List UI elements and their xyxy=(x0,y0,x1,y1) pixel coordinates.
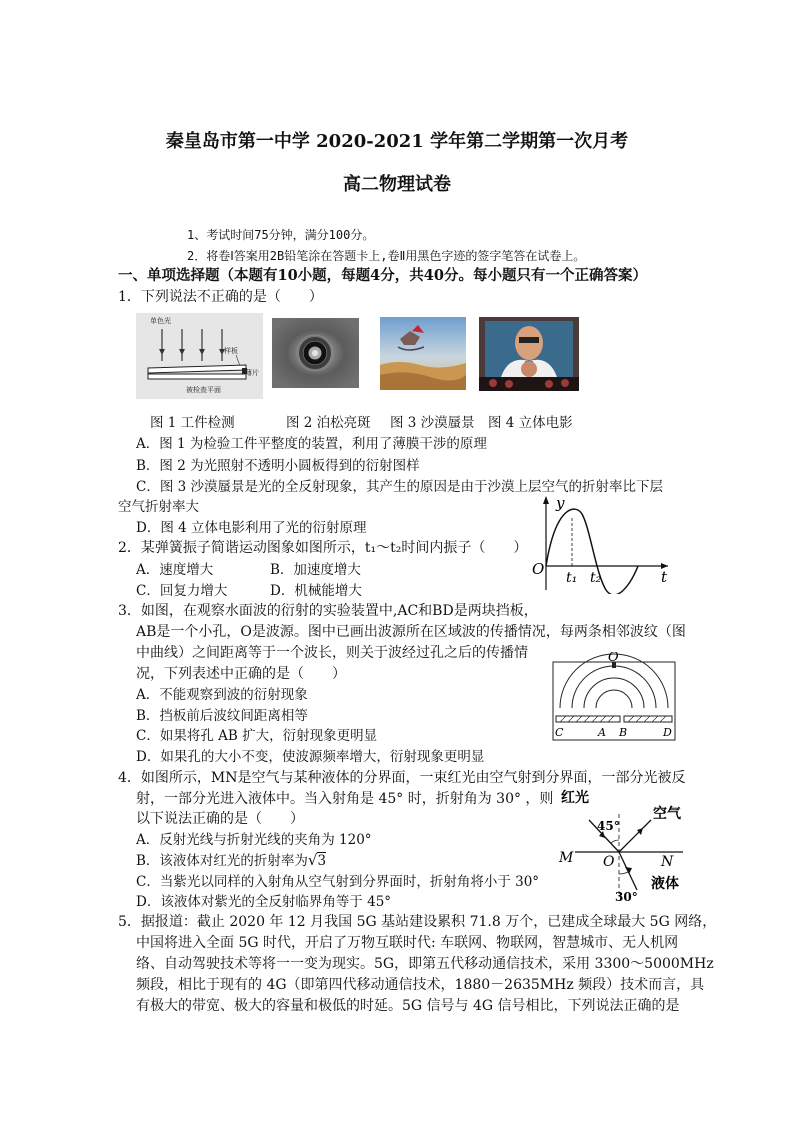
question-3-line-1: 3．如图，在观察水面波的衍射的实验装置中,AC和BD是两块挡板， xyxy=(118,603,538,619)
graph-origin-label: O xyxy=(532,560,545,578)
figure-3-caption: 图 3 沙漠蜃景 xyxy=(390,415,475,431)
q4-option-b: B．该液体对红光的折射率为√3 xyxy=(136,851,327,869)
figure-1-workpiece-test xyxy=(136,313,263,399)
page-title: 秦皇岛市第一中学 2020-2021 学年第二学期第一次月考 xyxy=(165,131,629,152)
q3-option-a: A．不能观察到波的衍射现象 xyxy=(136,687,308,703)
fig3-source-o-label: O xyxy=(608,652,619,665)
figure-4-3d-movie xyxy=(479,317,579,391)
figure-2-caption: 图 2 泊松亮斑 xyxy=(286,415,371,431)
q2-option-b: B．加速度增大 xyxy=(270,562,361,578)
exam-note-1: 1、考试时间75分钟，满分100分。 xyxy=(187,228,375,242)
graph-y-label: y xyxy=(556,494,565,512)
fig4-o-label: O xyxy=(603,854,615,870)
q4-option-b-text: B．该液体对红光的折射率为 xyxy=(136,853,308,869)
fig4-angle-30-label: 30° xyxy=(615,890,638,904)
question-5-line-1: 5．据报道：截止 2020 年 12 月我国 5G 基站建设累积 71.8 万个，已建成全球最大 5G 网络， xyxy=(118,914,717,930)
fig1-plate-label: 样板 xyxy=(224,347,238,355)
question-5-line-4: 频段，相比于现有的 4G（即第四代移动通信技术，1880－2635MHz 频段）技术而言，具 xyxy=(136,977,705,993)
question-3-line-3: 中曲线）之间距离等于一个波长，则关于波经过孔之后的传播情 xyxy=(136,645,528,661)
graph-t1-label: t₁ xyxy=(566,570,578,586)
fig4-n-label: N xyxy=(661,854,674,870)
q1-option-d: D．图 4 立体电影利用了光的衍射原理 xyxy=(136,520,367,536)
q4-option-c: C．当紫光以同样的入射角从空气射到分界面时，折射角将小于 30° xyxy=(136,874,540,890)
fig3-b-label: B xyxy=(619,726,628,739)
fig4-liquid-label: 液体 xyxy=(651,876,679,892)
q3-option-c: C．如果将孔 AB 扩大，衍射现象更明显 xyxy=(136,728,378,744)
question-4-line-2: 射，一部分光进入液体中。当入射角是 45° 时，折射角为 30° ，则 xyxy=(136,791,554,807)
fig4-air-label: 空气 xyxy=(653,806,681,822)
fig4-m-label: M xyxy=(559,850,574,866)
fig3-c-label: C xyxy=(555,726,564,739)
question-3-line-2: AB是一个小孔，O是波源。图中已画出波源所在区域波的传播情况，每两条相邻波纹（图 xyxy=(136,624,686,640)
figure-q4-refraction xyxy=(555,786,695,904)
q2-option-d: D．机械能增大 xyxy=(270,583,362,599)
q2-option-a: A．速度增大 xyxy=(136,562,214,578)
graph-t2-label: t₂ xyxy=(590,570,602,586)
page-subtitle: 高二物理试卷 xyxy=(343,174,451,195)
section-heading: 一、单项选择题（本题有10小题，每题4分，共40分。每小题只有一个正确答案） xyxy=(118,267,647,284)
fig1-light-label: 单色光 xyxy=(150,317,171,325)
q4-option-d: D．该液体对紫光的全反射临界角等于 45° xyxy=(136,894,392,910)
question-1-stem: 1．下列说法不正确的是（ ） xyxy=(118,289,323,305)
question-4-line-1: 4．如图所示，MN是空气与某种液体的分界面，一束红光由空气射到分界面，一部分光被反 xyxy=(118,770,686,786)
question-2-stem: 2．某弹簧振子简谐运动图象如图所示，t₁～t₂时间内振子（ ） xyxy=(118,540,528,556)
question-5-line-2: 中国将进入全面 5G 时代，开启了万物互联时代: 车联网、物联网，智慧城市、无人机网 xyxy=(136,935,679,951)
question-3-line-4: 况，下列表述中正确的是（ ） xyxy=(136,666,346,682)
figure-3-desert-mirage xyxy=(380,317,466,390)
q1-option-a: A．图 1 为检验工件平整度的装置，利用了薄膜干涉的原理 xyxy=(136,436,487,452)
q3-option-b: B．挡板前后波纹间距离相等 xyxy=(136,708,308,724)
fig4-angle-45-label: 45° xyxy=(597,819,620,833)
figure-q3-water-wave-diffraction xyxy=(552,652,676,742)
question-5-line-5: 有极大的带宽、极大的容量和极低的时延。5G 信号与 4G 信号相比，下列说法正确的是 xyxy=(136,998,680,1014)
figure-4-caption: 图 4 立体电影 xyxy=(488,415,573,431)
q1-option-b: B．图 2 为光照射不透明小圆板得到的衍射图样 xyxy=(136,458,420,474)
fig3-d-label: D xyxy=(663,726,672,739)
q1-option-c: C．图 3 沙漠蜃景是光的全反射现象，其产生的原因是由于沙漠上层空气的折射率比下层 xyxy=(136,479,663,495)
fig1-film-label: 薄片 xyxy=(245,369,259,377)
figure-2-poisson-spot xyxy=(272,318,359,388)
q4-option-b-sqrt: 3 xyxy=(317,853,327,869)
q1-option-c-continued: 空气折射率大 xyxy=(118,499,199,515)
exam-note-2: 2．将卷Ⅰ答案用2B铅笔涂在答题卡上,卷Ⅱ用黑色字迹的签字笔答在试卷上。 xyxy=(187,249,586,263)
q3-option-d: D．如果孔的大小不变，使波源频率增大，衍射现象更明显 xyxy=(136,749,485,765)
fig4-red-light-label: 红光 xyxy=(561,790,589,806)
q4-option-a: A．反射光线与折射光线的夹角为 120° xyxy=(136,832,372,848)
graph-t-label: t xyxy=(661,568,668,586)
figure-q2-shm-graph xyxy=(530,494,676,594)
fig3-a-label: A xyxy=(598,726,606,739)
question-5-line-3: 络、自动驾驶技术等将一一变为现实。5G，即第五代移动通信技术，采用 3300～5000MHz xyxy=(136,956,714,972)
fig1-base-label: 被检查平面 xyxy=(186,386,221,394)
q2-option-c: C．回复力增大 xyxy=(136,583,228,599)
figure-1-caption: 图 1 工件检测 xyxy=(150,415,235,431)
question-4-line-3: 以下说法正确的是（ ） xyxy=(136,811,304,827)
